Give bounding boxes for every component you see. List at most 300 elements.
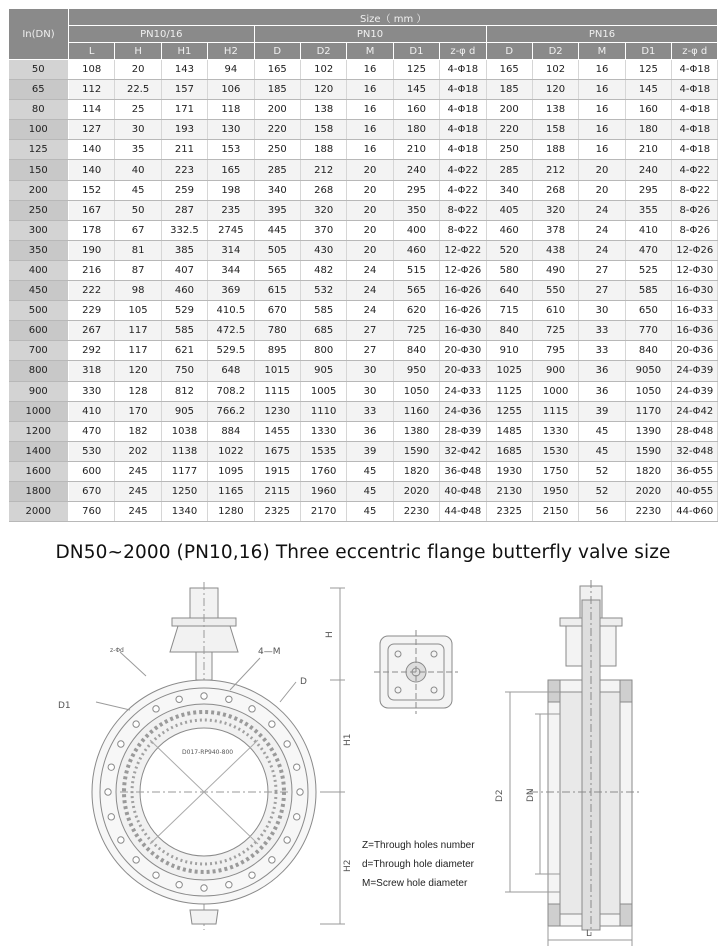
table-cell: 750 — [161, 361, 207, 381]
table-row — [9, 341, 718, 361]
table-cell: 1160 — [393, 401, 439, 421]
table-cell: 16 — [347, 140, 393, 160]
table-cell: 87 — [115, 260, 161, 280]
table-cell: 8-Φ26 — [672, 220, 718, 240]
table-cell: 685 — [300, 321, 346, 341]
table-cell: 1960 — [300, 481, 346, 501]
table-cell: 171 — [161, 100, 207, 120]
bolt-hole — [118, 741, 124, 747]
bolt-hole — [226, 696, 232, 702]
table-cell: 259 — [161, 180, 207, 200]
dn-cell: 250 — [9, 200, 69, 220]
header-col: M — [579, 43, 625, 60]
table-cell: 157 — [161, 80, 207, 100]
table-cell: 138 — [300, 100, 346, 120]
table-cell: 1170 — [625, 401, 671, 421]
table-cell: 1330 — [300, 421, 346, 441]
valve-drawing — [0, 580, 726, 950]
bolt-hole — [249, 872, 255, 878]
table-cell: 950 — [393, 361, 439, 381]
table-cell: 114 — [69, 100, 115, 120]
label-model: D017-RP940-800 — [182, 749, 234, 756]
dn-cell: 700 — [9, 341, 69, 361]
bolt-hole — [108, 814, 114, 820]
table-cell: 1255 — [486, 401, 532, 421]
table-cell: 36 — [347, 421, 393, 441]
table-cell: 725 — [532, 321, 578, 341]
table-cell: 33 — [347, 401, 393, 421]
table-cell: 370 — [300, 220, 346, 240]
table-cell: 4-Φ18 — [440, 140, 486, 160]
table-cell: 16 — [347, 60, 393, 80]
table-cell: 24 — [579, 240, 625, 260]
table-cell: 240 — [393, 160, 439, 180]
legend-line-3: M=Screw hole diameter — [362, 878, 468, 889]
table-cell: 410 — [625, 220, 671, 240]
table-cell: 45 — [115, 180, 161, 200]
table-cell: 24-Φ39 — [672, 361, 718, 381]
dn-cell: 800 — [9, 361, 69, 381]
table-cell: 190 — [69, 240, 115, 260]
table-cell: 340 — [254, 180, 300, 200]
table-row — [9, 220, 718, 240]
header-col: D — [254, 43, 300, 60]
table-cell: 81 — [115, 240, 161, 260]
table-cell: 106 — [208, 80, 254, 100]
header-col: H1 — [161, 43, 207, 60]
dn-cell: 200 — [9, 180, 69, 200]
table-cell: 24-Φ39 — [672, 381, 718, 401]
table-cell: 1455 — [254, 421, 300, 441]
table-cell: 20 — [347, 240, 393, 260]
table-cell: 16-Φ36 — [672, 321, 718, 341]
label-dn: DN — [526, 788, 536, 802]
table-cell: 36 — [579, 381, 625, 401]
table-cell: 1915 — [254, 461, 300, 481]
table-cell: 193 — [161, 120, 207, 140]
table-cell: 52 — [579, 461, 625, 481]
table-cell: 245 — [115, 502, 161, 522]
label-zphid: z-Φd — [110, 647, 124, 654]
table-cell: 320 — [300, 200, 346, 220]
table-cell: 167 — [69, 200, 115, 220]
bolt-hole — [284, 837, 290, 843]
table-cell: 16 — [579, 140, 625, 160]
bolt-hole — [269, 857, 275, 863]
table-cell: 2150 — [532, 502, 578, 522]
table-cell: 4-Φ22 — [672, 160, 718, 180]
table-row — [9, 321, 718, 341]
table-cell: 565 — [254, 260, 300, 280]
table-row — [9, 200, 718, 220]
table-cell: 550 — [532, 281, 578, 301]
table-cell: 884 — [208, 421, 254, 441]
table-cell: 27 — [347, 341, 393, 361]
header-col: z-φ d — [440, 43, 486, 60]
header-row-1 — [9, 9, 718, 26]
bolt-hole — [153, 706, 159, 712]
table-cell: 20-Φ33 — [440, 361, 486, 381]
bolt-hole — [201, 885, 207, 891]
table-cell: 8-Φ22 — [672, 180, 718, 200]
table-cell: 2745 — [208, 220, 254, 240]
table-cell: 16 — [579, 80, 625, 100]
size-table — [8, 8, 718, 522]
table-row — [9, 441, 718, 461]
table-cell: 472.5 — [208, 321, 254, 341]
table-cell: 2020 — [393, 481, 439, 501]
table-cell: 20 — [115, 60, 161, 80]
table-cell: 12-Φ26 — [672, 240, 718, 260]
header-group-pn1016: PN10/16 — [69, 26, 255, 43]
table-cell: 160 — [393, 100, 439, 120]
table-cell: 1390 — [625, 421, 671, 441]
table-cell: 369 — [208, 281, 254, 301]
table-cell: 460 — [161, 281, 207, 301]
table-cell: 16 — [347, 120, 393, 140]
table-cell: 24 — [347, 260, 393, 280]
table-cell: 212 — [532, 160, 578, 180]
table-cell: 20 — [579, 160, 625, 180]
table-cell: 188 — [532, 140, 578, 160]
table-cell: 4-Φ18 — [672, 140, 718, 160]
dn-cell: 1000 — [9, 401, 69, 421]
table-cell: 210 — [393, 140, 439, 160]
bolt-hole — [284, 741, 290, 747]
table-cell: 532 — [300, 281, 346, 301]
table-cell: 44-Φ60 — [672, 502, 718, 522]
bolt-hole — [294, 764, 300, 770]
table-cell: 220 — [254, 120, 300, 140]
table-cell: 158 — [532, 120, 578, 140]
table-cell: 405 — [486, 200, 532, 220]
table-cell: 20 — [347, 180, 393, 200]
table-cell: 640 — [486, 281, 532, 301]
table-cell: 24-Φ42 — [672, 401, 718, 421]
table-cell: 445 — [254, 220, 300, 240]
table-cell: 143 — [161, 60, 207, 80]
table-cell: 1820 — [625, 461, 671, 481]
table-cell: 1230 — [254, 401, 300, 421]
table-cell: 22.5 — [115, 80, 161, 100]
table-cell: 268 — [532, 180, 578, 200]
header-col: D2 — [532, 43, 578, 60]
dn-cell: 400 — [9, 260, 69, 280]
table-cell: 120 — [532, 80, 578, 100]
table-cell: 4-Φ18 — [440, 120, 486, 140]
table-cell: 245 — [115, 481, 161, 501]
table-row — [9, 301, 718, 321]
table-cell: 30 — [347, 361, 393, 381]
table-cell: 708.2 — [208, 381, 254, 401]
table-row — [9, 180, 718, 200]
table-cell: 117 — [115, 321, 161, 341]
side-view — [530, 580, 640, 936]
table-cell: 1005 — [300, 381, 346, 401]
dn-cell: 125 — [9, 140, 69, 160]
table-cell: 24-Φ33 — [440, 381, 486, 401]
table-row — [9, 421, 718, 441]
table-cell: 240 — [625, 160, 671, 180]
table-cell: 648 — [208, 361, 254, 381]
top-view — [374, 630, 458, 714]
table-cell: 33 — [579, 341, 625, 361]
table-cell: 585 — [161, 321, 207, 341]
header-col: H2 — [208, 43, 254, 60]
table-cell: 268 — [300, 180, 346, 200]
table-row — [9, 281, 718, 301]
table-cell: 20-Φ30 — [440, 341, 486, 361]
bolt-hole — [153, 872, 159, 878]
table-cell: 1000 — [532, 381, 578, 401]
table-cell: 650 — [625, 301, 671, 321]
table-cell: 40 — [115, 160, 161, 180]
table-cell: 585 — [300, 301, 346, 321]
table-row — [9, 120, 718, 140]
table-cell: 470 — [625, 240, 671, 260]
table-row — [9, 461, 718, 481]
table-cell: 529.5 — [208, 341, 254, 361]
table-cell: 140 — [69, 140, 115, 160]
legend-line-2: d=Through hole diameter — [362, 859, 475, 870]
table-cell: 330 — [69, 381, 115, 401]
table-cell: 615 — [254, 281, 300, 301]
table-cell: 28-Φ48 — [672, 421, 718, 441]
table-cell: 56 — [579, 502, 625, 522]
table-cell: 16-Φ30 — [672, 281, 718, 301]
table-cell: 4-Φ22 — [440, 180, 486, 200]
header-col: D — [486, 43, 532, 60]
label-d2: D2 — [495, 789, 505, 802]
table-cell: 16 — [579, 100, 625, 120]
table-cell: 1138 — [161, 441, 207, 461]
bolt-hole — [226, 882, 232, 888]
table-cell: 211 — [161, 140, 207, 160]
table-cell: 378 — [532, 220, 578, 240]
table-cell: 1685 — [486, 441, 532, 461]
table-cell: 840 — [393, 341, 439, 361]
table-cell: 1125 — [486, 381, 532, 401]
table-cell: 1340 — [161, 502, 207, 522]
table-cell: 30 — [579, 301, 625, 321]
table-cell: 165 — [208, 160, 254, 180]
table-cell: 470 — [69, 421, 115, 441]
label-d1: D1 — [58, 701, 71, 711]
table-cell: 610 — [532, 301, 578, 321]
table-cell: 1535 — [300, 441, 346, 461]
table-cell: 1530 — [532, 441, 578, 461]
table-cell: 385 — [161, 240, 207, 260]
bolt-hole — [201, 693, 207, 699]
table-cell: 200 — [254, 100, 300, 120]
table-cell: 229 — [69, 301, 115, 321]
bolt-hole — [105, 789, 111, 795]
table-cell: 198 — [208, 180, 254, 200]
table-cell: 1110 — [300, 401, 346, 421]
dn-cell: 2000 — [9, 502, 69, 522]
dn-cell: 500 — [9, 301, 69, 321]
table-cell: 2230 — [625, 502, 671, 522]
table-cell: 670 — [254, 301, 300, 321]
table-cell: 2170 — [300, 502, 346, 522]
table-cell: 145 — [625, 80, 671, 100]
table-cell: 102 — [532, 60, 578, 80]
table-cell: 400 — [393, 220, 439, 240]
table-cell: 1820 — [393, 461, 439, 481]
table-cell: 210 — [625, 140, 671, 160]
table-cell: 44-Φ48 — [440, 502, 486, 522]
header-row-3 — [9, 43, 718, 60]
table-cell: 24 — [579, 220, 625, 240]
table-cell: 344 — [208, 260, 254, 280]
header-col: D1 — [625, 43, 671, 60]
table-cell: 4-Φ18 — [672, 100, 718, 120]
table-cell: 36-Φ48 — [440, 461, 486, 481]
table-cell: 520 — [486, 240, 532, 260]
table-cell: 1380 — [393, 421, 439, 441]
table-cell: 490 — [532, 260, 578, 280]
dn-cell: 1600 — [9, 461, 69, 481]
table-cell: 1750 — [532, 461, 578, 481]
table-cell: 4-Φ18 — [440, 100, 486, 120]
table-cell: 515 — [393, 260, 439, 280]
table-cell: 1330 — [532, 421, 578, 441]
table-cell: 795 — [532, 341, 578, 361]
table-cell: 165 — [254, 60, 300, 80]
table-cell: 8-Φ22 — [440, 200, 486, 220]
table-cell: 94 — [208, 60, 254, 80]
label-4m: 4—M — [258, 647, 281, 657]
table-cell: 108 — [69, 60, 115, 80]
table-cell: 45 — [347, 481, 393, 501]
table-cell: 770 — [625, 321, 671, 341]
legend-line-1: Z=Through holes number — [362, 840, 475, 851]
header-col: M — [347, 43, 393, 60]
table-cell: 20 — [347, 160, 393, 180]
table-cell: 318 — [69, 361, 115, 381]
table-cell: 102 — [300, 60, 346, 80]
table-row — [9, 401, 718, 421]
header-size: Size（ mm ） — [69, 9, 718, 26]
table-cell: 905 — [300, 361, 346, 381]
table-cell: 4-Φ18 — [440, 80, 486, 100]
table-cell: 212 — [300, 160, 346, 180]
table-cell: 460 — [393, 240, 439, 260]
table-cell: 145 — [393, 80, 439, 100]
table-cell: 180 — [625, 120, 671, 140]
table-cell: 16 — [347, 100, 393, 120]
table-cell: 530 — [69, 441, 115, 461]
table-cell: 153 — [208, 140, 254, 160]
table-cell: 295 — [625, 180, 671, 200]
table-cell: 16-Φ33 — [672, 301, 718, 321]
table-cell: 766.2 — [208, 401, 254, 421]
table-row — [9, 502, 718, 522]
table-cell: 120 — [115, 361, 161, 381]
size-table-body — [9, 60, 718, 522]
drawing-caption: DN50~2000 (PN10,16) Three eccentric flange butterfly valve size — [55, 542, 671, 563]
table-cell: 529 — [161, 301, 207, 321]
table-row — [9, 260, 718, 280]
table-cell: 25 — [115, 100, 161, 120]
header-group-pn10: PN10 — [254, 26, 486, 43]
table-cell: 188 — [300, 140, 346, 160]
table-cell: 27 — [579, 260, 625, 280]
table-cell: 332.5 — [161, 220, 207, 240]
table-cell: 32-Φ42 — [440, 441, 486, 461]
table-cell: 295 — [393, 180, 439, 200]
table-cell: 112 — [69, 80, 115, 100]
table-cell: 16-Φ26 — [440, 301, 486, 321]
table-cell: 160 — [625, 100, 671, 120]
table-cell: 287 — [161, 200, 207, 220]
table-cell: 16-Φ30 — [440, 321, 486, 341]
table-cell: 125 — [393, 60, 439, 80]
table-cell: 105 — [115, 301, 161, 321]
table-cell: 222 — [69, 281, 115, 301]
table-cell: 1022 — [208, 441, 254, 461]
dn-cell: 65 — [9, 80, 69, 100]
table-cell: 20 — [347, 200, 393, 220]
table-cell: 525 — [625, 260, 671, 280]
table-row — [9, 100, 718, 120]
table-cell: 1250 — [161, 481, 207, 501]
table-cell: 2020 — [625, 481, 671, 501]
table-cell: 200 — [486, 100, 532, 120]
dn-cell: 80 — [9, 100, 69, 120]
table-cell: 621 — [161, 341, 207, 361]
table-cell: 45 — [347, 461, 393, 481]
table-cell: 245 — [115, 461, 161, 481]
header-col: D2 — [300, 43, 346, 60]
table-cell: 800 — [300, 341, 346, 361]
table-cell: 4-Φ22 — [440, 160, 486, 180]
bolt-hole — [249, 706, 255, 712]
table-cell: 52 — [579, 481, 625, 501]
dn-cell: 1800 — [9, 481, 69, 501]
table-cell: 1050 — [625, 381, 671, 401]
table-cell: 410 — [69, 401, 115, 421]
table-cell: 250 — [254, 140, 300, 160]
table-cell: 812 — [161, 381, 207, 401]
table-cell: 40-Φ55 — [672, 481, 718, 501]
dn-cell: 350 — [9, 240, 69, 260]
label-l: L — [586, 929, 592, 939]
dn-cell: 600 — [9, 321, 69, 341]
table-cell: 67 — [115, 220, 161, 240]
table-cell: 340 — [486, 180, 532, 200]
bolt-hole — [133, 857, 139, 863]
table-cell: 45 — [347, 502, 393, 522]
table-cell: 1165 — [208, 481, 254, 501]
table-cell: 140 — [69, 160, 115, 180]
table-cell: 8-Φ26 — [672, 200, 718, 220]
table-cell: 20 — [347, 220, 393, 240]
table-cell: 1095 — [208, 461, 254, 481]
dn-cell: 1400 — [9, 441, 69, 461]
table-cell: 1115 — [254, 381, 300, 401]
table-cell: 2325 — [486, 502, 532, 522]
table-cell: 223 — [161, 160, 207, 180]
table-cell: 185 — [486, 80, 532, 100]
table-cell: 182 — [115, 421, 161, 441]
table-cell: 1050 — [393, 381, 439, 401]
table-cell: 16-Φ26 — [440, 281, 486, 301]
dn-cell: 150 — [9, 160, 69, 180]
table-cell: 152 — [69, 180, 115, 200]
table-cell: 170 — [115, 401, 161, 421]
table-cell: 715 — [486, 301, 532, 321]
